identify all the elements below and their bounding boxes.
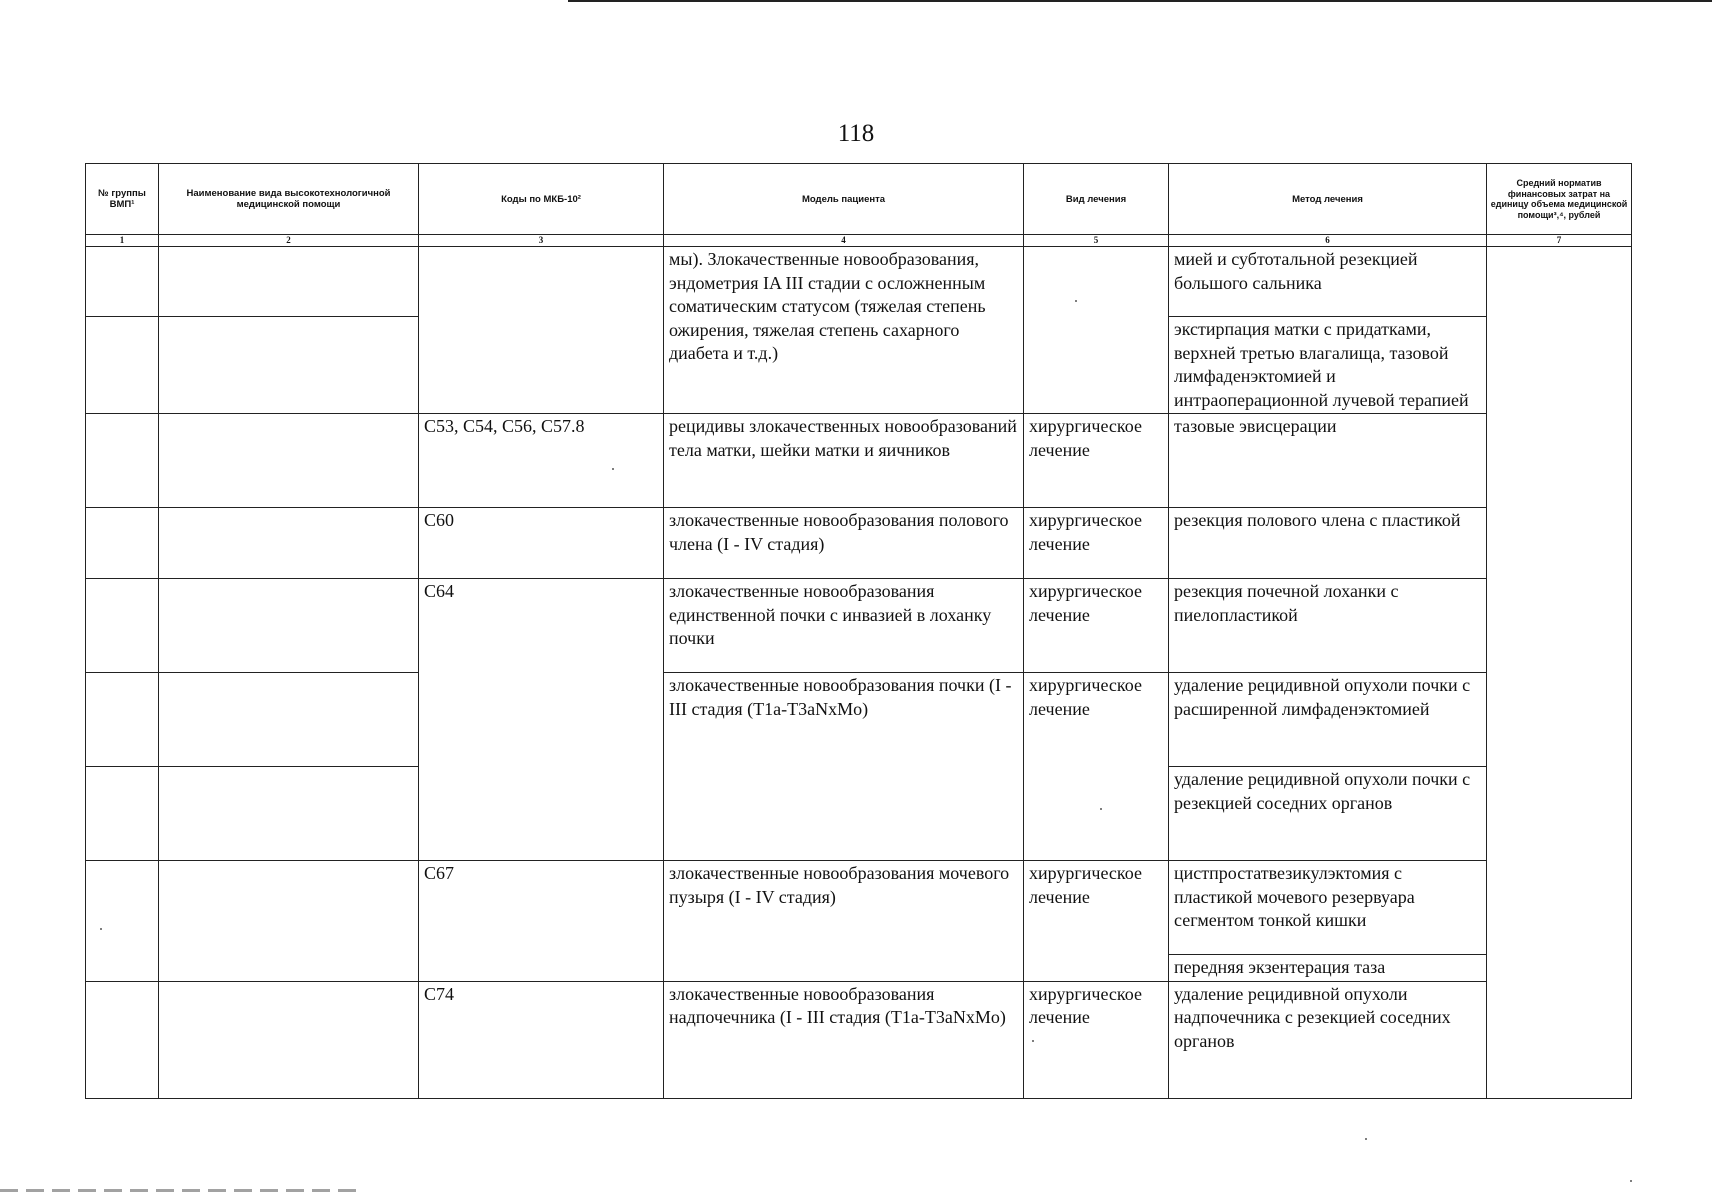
cell-icd-codes: C53, C54, C56, C57.8 <box>419 414 664 508</box>
cell-vmp-name <box>159 317 419 414</box>
cell-vmp-name <box>159 673 419 767</box>
cell-treatment-method: тазовые эвисцерации <box>1169 414 1487 508</box>
cell-group-number <box>86 861 159 982</box>
header-icd-codes: Коды по МКБ-10² <box>419 164 664 235</box>
cell-vmp-name <box>159 981 419 1098</box>
scan-speck <box>612 468 614 470</box>
table-row <box>86 861 1632 955</box>
cell-group-number <box>86 673 159 767</box>
cell-treatment-method: мией и субтотальной резекцией большого сальника <box>1169 247 1487 317</box>
column-number: 2 <box>159 235 419 247</box>
cell-treatment-type: хирургическое лечение <box>1024 579 1169 673</box>
cell-patient-model: злокачественные новообразования надпочечника (I - III стадия (T1a-T3aNxMo) <box>664 981 1024 1098</box>
table-row <box>86 414 1632 508</box>
vmp-table <box>85 163 1632 1099</box>
cell-treatment-type: хирургическое лечение <box>1024 508 1169 579</box>
cell-group-number <box>86 317 159 414</box>
cell-cost-standard <box>1487 247 1632 1099</box>
cell-icd-codes: C64 <box>419 579 664 861</box>
cell-treatment-method: удаление рецидивной опухоли почки с расширенной лимфаденэктомией <box>1169 673 1487 767</box>
cell-group-number <box>86 579 159 673</box>
cell-treatment-method: резекция полового члена с пластикой <box>1169 508 1487 579</box>
cell-vmp-name <box>159 247 419 317</box>
cell-vmp-name <box>159 861 419 982</box>
table-row <box>86 247 1632 317</box>
scan-speck <box>100 928 102 930</box>
table-row <box>86 673 1632 767</box>
table-row <box>86 508 1632 579</box>
cell-patient-model: мы). Злокачественные новообразования, эндометрия IA III стадии с осложненным соматическим статусом (тяжелая степень ожирения, тяжелая степень сахарного диабета и т.д.) <box>664 247 1024 414</box>
cell-treatment-method: цистпростатвезикулэктомия с пластикой мочевого резервуара сегментом тонкой кишки <box>1169 861 1487 955</box>
header-group-number: № группы ВМП¹ <box>86 164 159 235</box>
header-patient-model: Модель пациента <box>664 164 1024 235</box>
cell-vmp-name <box>159 508 419 579</box>
cell-icd-codes: C60 <box>419 508 664 579</box>
cell-patient-model: злокачественные новообразования мочевого пузыря (I - IV стадия) <box>664 861 1024 982</box>
cell-treatment-type: хирургическое лечение <box>1024 414 1169 508</box>
cell-patient-model: рецидивы злокачественных новообразований тела матки, шейки матки и яичников <box>664 414 1024 508</box>
cell-treatment-method: экстирпация матки с придатками, верхней третью влагалища, тазовой лимфаденэктомией и интраоперационной лучевой терапией <box>1169 317 1487 414</box>
cell-icd-codes: C67 <box>419 861 664 982</box>
table-row <box>86 579 1632 673</box>
column-number: 1 <box>86 235 159 247</box>
cell-treatment-type: хирургическое лечение <box>1024 981 1169 1098</box>
cell-group-number <box>86 508 159 579</box>
cell-vmp-name <box>159 414 419 508</box>
page-number: 118 <box>837 120 875 147</box>
cell-treatment-type: хирургическое лечение <box>1024 673 1169 861</box>
cell-treatment-type <box>1024 247 1169 414</box>
cell-group-number <box>86 247 159 317</box>
column-number: 7 <box>1487 235 1632 247</box>
cell-vmp-name <box>159 579 419 673</box>
cell-treatment-method: резекция почечной лоханки с пиелопластикой <box>1169 579 1487 673</box>
cell-icd-codes <box>419 247 664 414</box>
top-border-line <box>568 0 1712 2</box>
scan-speck <box>1365 1138 1367 1140</box>
cell-patient-model: злокачественные новообразования единственной почки с инвазией в лоханку почки <box>664 579 1024 673</box>
column-number: 6 <box>1169 235 1487 247</box>
cell-icd-codes: C74 <box>419 981 664 1098</box>
column-number: 5 <box>1024 235 1169 247</box>
scan-speck <box>1075 300 1077 302</box>
cell-treatment-method: удаление рецидивной опухоли почки с резекцией соседних органов <box>1169 767 1487 861</box>
scan-artifact <box>0 1189 360 1192</box>
column-number: 3 <box>419 235 664 247</box>
table-row <box>86 981 1632 1098</box>
cell-vmp-name <box>159 767 419 861</box>
cell-treatment-type: хирургическое лечение <box>1024 861 1169 982</box>
column-number: 4 <box>664 235 1024 247</box>
cell-group-number <box>86 767 159 861</box>
header-treatment-method: Метод лечения <box>1169 164 1487 235</box>
header-vmp-name: Наименование вида высокотехнологичной медицинской помощи <box>159 164 419 235</box>
header-cost-standard: Средний норматив финансовых затрат на единицу объема медицинской помощи³,⁴, рублей <box>1487 164 1632 235</box>
cell-patient-model: злокачественные новообразования почки (I - III стадия (T1a-T3aNxMo) <box>664 673 1024 861</box>
cell-group-number <box>86 414 159 508</box>
scan-speck <box>1100 808 1102 810</box>
cell-group-number <box>86 981 159 1098</box>
scan-speck <box>1032 1040 1034 1042</box>
cell-treatment-method: удаление рецидивной опухоли надпочечника с резекцией соседних органов <box>1169 981 1487 1098</box>
header-treatment-type: Вид лечения <box>1024 164 1169 235</box>
scan-speck <box>1630 1180 1632 1182</box>
cell-treatment-method: передняя экзентерация таза <box>1169 955 1487 982</box>
cell-patient-model: злокачественные новообразования полового члена (I - IV стадия) <box>664 508 1024 579</box>
